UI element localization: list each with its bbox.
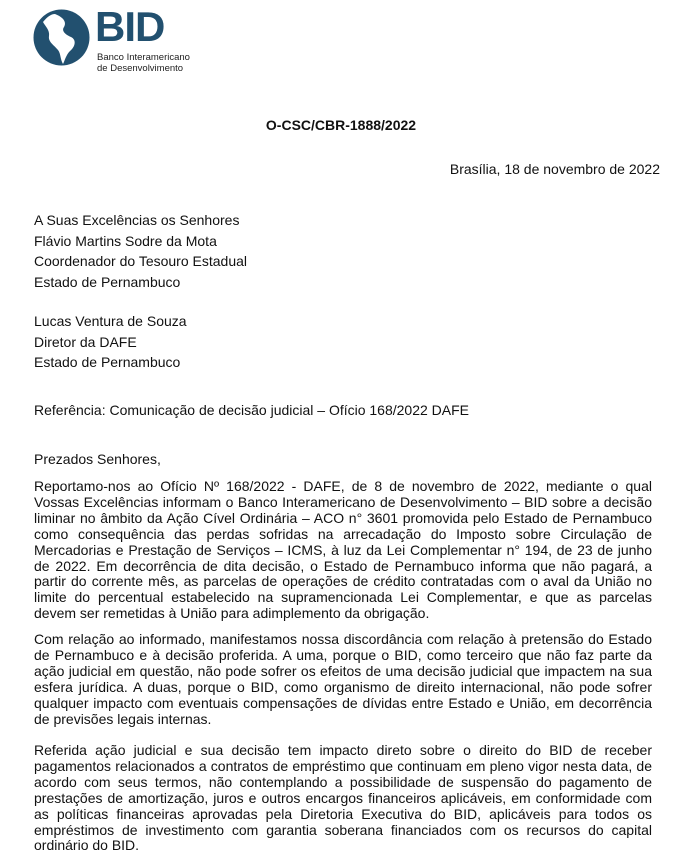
body-paragraph-2: Com relação ao informado, manifestamos nossa discordância com relação à pretensão do Estado de Pernambuco e à decisão proferida. A uma, porque o BID, como terceiro que não faz parte da ação judicial em questão, não pode sofrer os efeitos de uma decisão judicial que impactem na sua esfera jurídica. A duas, porque o BID, como organismo de direito internacional, não pode sofrer qualquer impacto com eventuais compensações de dívidas entre Estado e União, em decorrência de previsões legais internas. (34, 631, 652, 727)
body-paragraph-1: Reportamo-nos ao Ofício Nº 168/2022 - DAFE, de 8 de novembro de 2022, mediante o qual Vossas Excelências informam o Banco Interamericano de Desenvolvimento – BID sobre a decisão liminar no âmbito da Ação Cível Ordinária – ACO n° 3601 promovida pelo Estado de Pernambuco como consequência das perdas sofridas na arrecadação do Imposto sobre Circulação de Mercadorias e Prestação de Serviços – ICMS, à luz da Lei Complementar n° 194, de 23 de junho de 2022. Em decorrência de dita decisão, o Estado de Pernambuco informa que não pagará, a partir do corrente mês, as parcelas de operações de crédito contratadas com o aval da União no limite do percentual estabelecido na supramencionada Lei Complementar, e que as parcelas devem ser remetidas à União para adimplemento da obrigação. (34, 478, 652, 622)
recipient-line: Coordenador do Tesouro Estadual (34, 253, 248, 269)
bid-logo (33, 3, 203, 77)
recipient-line: Lucas Ventura de Souza (34, 313, 187, 329)
dateline: Brasília, 18 de novembro de 2022 (449, 161, 660, 177)
logo-subtitle (97, 52, 190, 74)
subject-reference: Referência: Comunicação de decisão judicial – Ofício 168/2022 DAFE (34, 402, 470, 418)
recipient-line: Flávio Martins Sodre da Mota (34, 232, 217, 249)
recipient-block-1 (34, 210, 247, 292)
salutation: Prezados Senhores, (34, 451, 161, 467)
body-paragraph-3: Referida ação judicial e sua decisão tem impacto direto sobre o direito do BID de receber pagamentos relacionados a contratos de empréstimo que continuam em pleno vigor nesta data, de acordo com seus termos, não contemplando a possibilidade de suspensão do pagamento de prestações de amortização, juros e outros encargos financeiros aplicáveis, em conformidade com as políticas financeiras aprovadas pela Diretoria Executiva do BID, aplicáveis para todos os empréstimos de investimento com garantia soberana financiados com os recursos do capital ordinário do BID. (34, 742, 652, 854)
recipient-line: Estado de Pernambuco (34, 354, 181, 370)
recipient-line: A Suas Excelências os Senhores (34, 212, 240, 228)
recipient-line: Estado de Pernambuco (34, 273, 181, 290)
globe-icon (33, 9, 90, 66)
logo-wordmark: BID (95, 3, 165, 50)
logo-subtitle-line-2: de Desenvolvimento (97, 63, 184, 74)
logo-subtitle-line-1: Banco Interamericano (97, 52, 190, 63)
recipient-block-2 (34, 311, 187, 373)
recipient-line: Diretor da DAFE (34, 333, 137, 350)
document-reference-code: O-CSC/CBR-1888/2022 (265, 117, 417, 133)
